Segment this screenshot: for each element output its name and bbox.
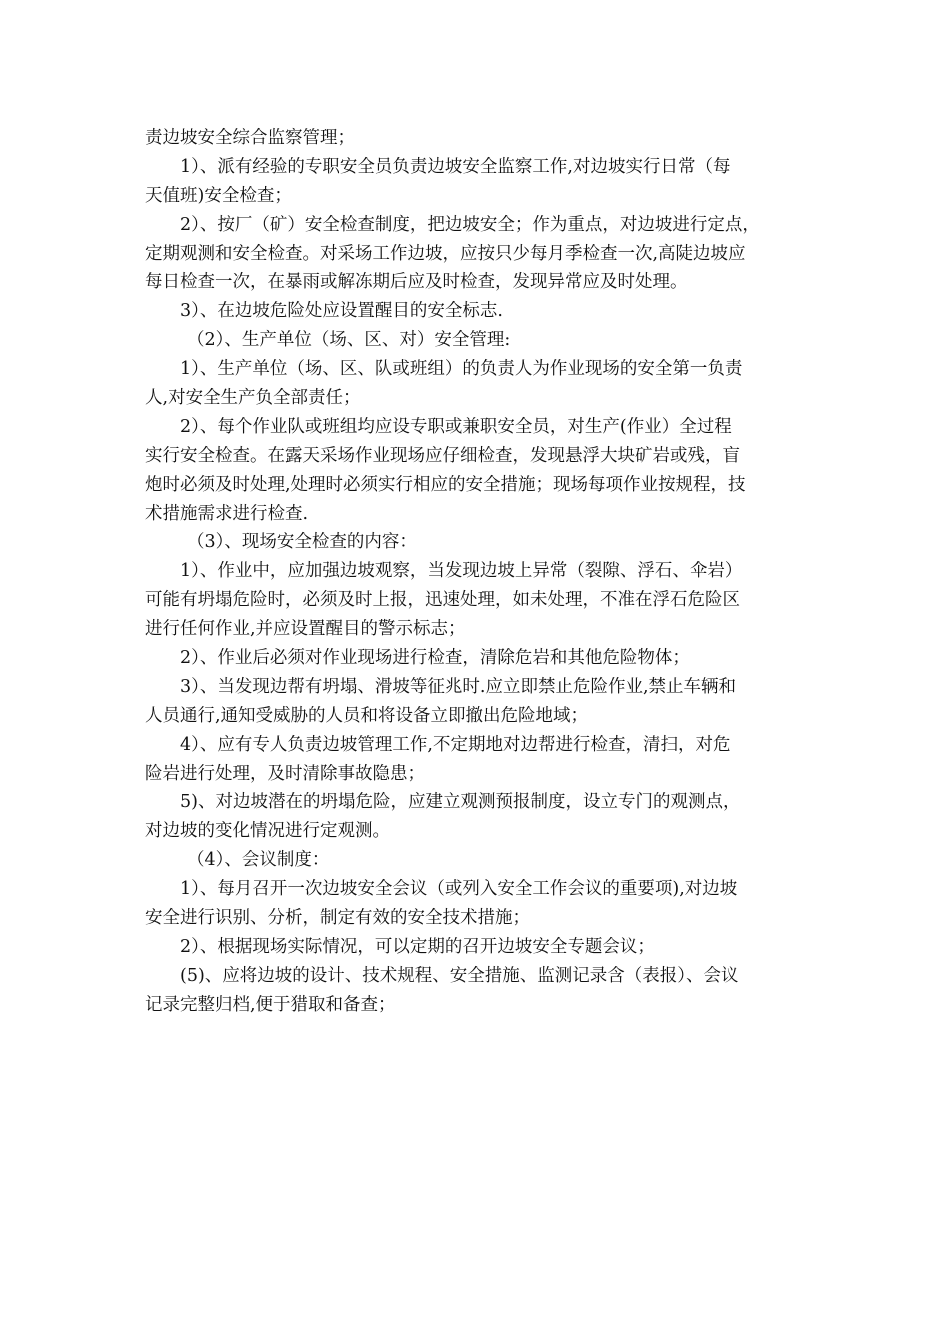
text-line: 可能有坍塌危险时，必须及时上报，迅速处理，如未处理，不准在浮石危险区 bbox=[145, 590, 740, 611]
text-line: 5)、对边坡潜在的坍塌危险，应建立观测预报制度，设立专门的观测点， bbox=[180, 792, 741, 813]
text-line: 3）、在边坡危险处应设置醒目的安全标志. bbox=[180, 301, 503, 322]
text-line: 2）、作业后必须对作业现场进行检查，清除危岩和其他危险物体； bbox=[180, 648, 690, 669]
body-text bbox=[145, 124, 815, 1020]
text-line: 4）、应有专人负责边坡管理工作,不定期地对边帮进行检查，清扫，对危 bbox=[180, 734, 731, 755]
text-line: 每日检查一次，在暴雨或解冻期后应及时检查，发现异常应及时处理。 bbox=[145, 272, 688, 293]
text-line: 对边坡的变化情况进行定观测。 bbox=[145, 821, 390, 842]
section-heading: (5)、应将边坡的设计、技术规程、安全措施、监测记录含（表报）、会议 bbox=[180, 965, 739, 986]
text-line: 实行安全检查。在露天采场作业现场应仔细检查，发现悬浮大块矿岩或残，盲 bbox=[145, 445, 740, 466]
text-line: 炮时必须及时处理,处理时必须实行相应的安全措施；现场每项作业按规程，技 bbox=[145, 474, 746, 495]
text-line: 安全进行识别、分析，制定有效的安全技术措施； bbox=[145, 908, 530, 929]
section-heading: （2）、生产单位（场、区、对）安全管理: bbox=[187, 330, 511, 351]
text-line: 1）、派有经验的专职安全员负责边坡安全监察工作,对边坡实行日常（每 bbox=[180, 156, 731, 177]
text-line: 天值班)安全检查； bbox=[145, 185, 292, 206]
text-line: 人员通行,通知受威胁的人员和将设备立即撤出危险地域； bbox=[145, 705, 589, 726]
text-line: 术措施需求进行检查. bbox=[145, 503, 309, 524]
text-line: 2）、每个作业队或班组均应设专职或兼职安全员，对生产(作业）全过程 bbox=[180, 416, 732, 437]
text-line: 记录完整归档,便于猎取和备查； bbox=[145, 994, 396, 1015]
text-line: 2）、根据现场实际情况，可以定期的召开边坡安全专题会议； bbox=[180, 936, 655, 957]
text-line: 责边坡安全综合监察管理； bbox=[145, 128, 355, 148]
text-line: 1）、每月召开一次边坡安全会议（或列入安全工作会议的重要项),对边坡 bbox=[180, 879, 738, 900]
text-line: 3）、当发现边帮有坍塌、滑坡等征兆时.应立即禁止危险作业,禁止车辆和 bbox=[180, 676, 737, 697]
text-line: 险岩进行处理，及时清除事故隐患； bbox=[145, 763, 425, 784]
text-line: 2）、按厂（矿）安全检查制度，把边坡安全；作为重点，对边坡进行定点， bbox=[180, 214, 760, 235]
text-line: 1）、作业中，应加强边坡观察，当发现边坡上异常（裂隙、浮石、伞岩） bbox=[180, 561, 743, 582]
section-heading: （4）、会议制度： bbox=[187, 850, 330, 871]
text-line: 人,对安全生产负全部责任； bbox=[145, 388, 361, 409]
text-line: 1）、生产单位（场、区、队或班组）的负责人为作业现场的安全第一负责 bbox=[180, 359, 743, 380]
text-line: 进行任何作业,并应设置醒目的警示标志； bbox=[145, 619, 466, 640]
text-line: 定期观测和安全检查。对采场工作边坡，应按只少每月季检查一次,高陡边坡应 bbox=[145, 243, 746, 264]
section-heading: （3）、现场安全检查的内容： bbox=[187, 532, 417, 553]
